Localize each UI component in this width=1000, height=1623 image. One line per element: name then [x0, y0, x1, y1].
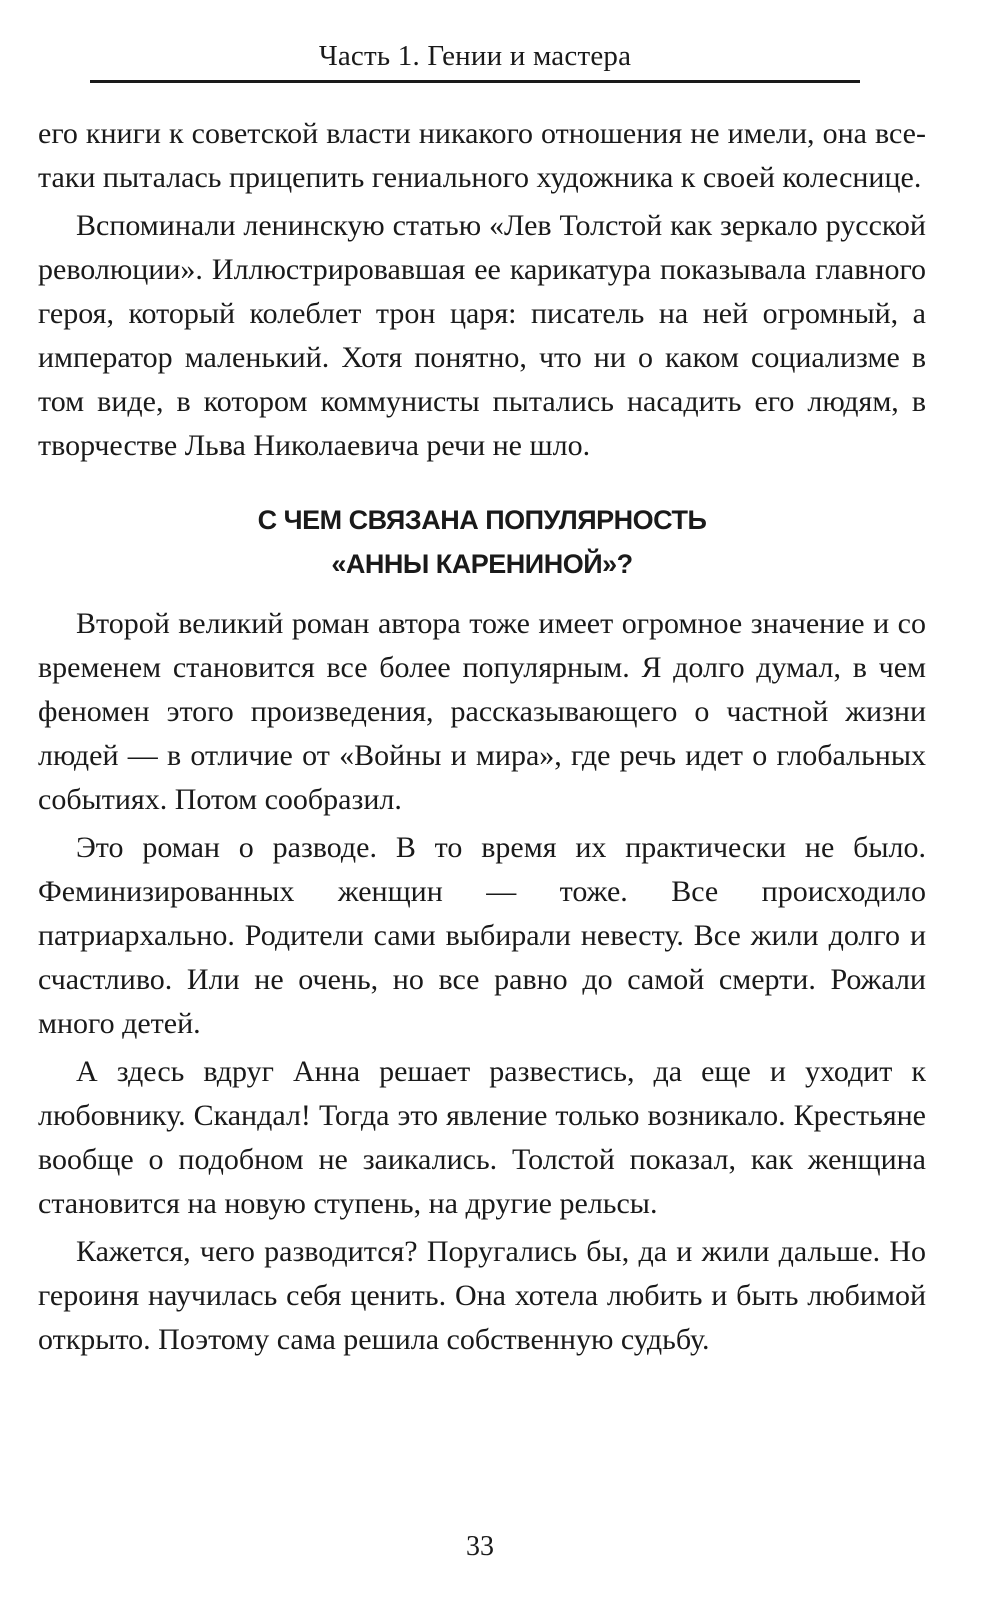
header-rule	[90, 80, 860, 83]
page-body	[38, 112, 926, 1366]
paragraph-continued: его книги к советской власти никакого отношения не имели, она все-таки пыталась прицепить гениального художника к своей колеснице.	[38, 117, 926, 194]
paragraph: Кажется, чего разводится? Поругались бы, да и жили дальше. Но героиня научилась себя ценить. Она хотела любить и быть любимой открыто. Поэтому сама решила собственную судьбу.	[38, 1235, 926, 1356]
page-number: 33	[466, 1531, 494, 1562]
paragraph: Вспоминали ленинскую статью «Лев Толстой как зеркало русской революции». Иллюстрировавшая ее карикатура показывала главного героя, который колеблет трон царя: писатель на ней огромный, а император маленький. Хотя понятно, что ни о каком социализме в том виде, в котором коммунисты пытались насадить его людям, в творчестве Льва Николаевича речи не шло.	[38, 209, 926, 462]
paragraph: Это роман о разводе. В то время их практически не было. Феминизированных женщин — тоже. Все происходило патриархально. Родители сами выбирали невесту. Все жили долго и счастливо. Или не очень, но все равно до самой смерти. Рожали много детей.	[38, 831, 926, 1040]
paragraph: А здесь вдруг Анна решает развестись, да еще и уходит к любовнику. Скандал! Тогда это явление только возникало. Крестьяне вообще о подобном не заикались. Толстой показал, как женщина становится на новую ступень, на другие рельсы.	[38, 1055, 926, 1220]
paragraph: Второй великий роман автора тоже имеет огромное значение и со временем становится все более популярным. Я долго думал, в чем феномен этого произведения, рассказывающего о частной жизни людей — в отличие от «Войны и мира», где речь идет о глобальных событиях. Потом сообразил.	[38, 607, 926, 816]
running-head: Часть 1. Гении и мастера	[318, 40, 632, 72]
section-heading	[38, 498, 926, 586]
section-heading-line: С ЧЕМ СВЯЗАНА ПОПУЛЯРНОСТЬ	[257, 505, 707, 535]
section-heading-line: «АННЫ КАРЕНИНОЙ»?	[331, 549, 633, 579]
